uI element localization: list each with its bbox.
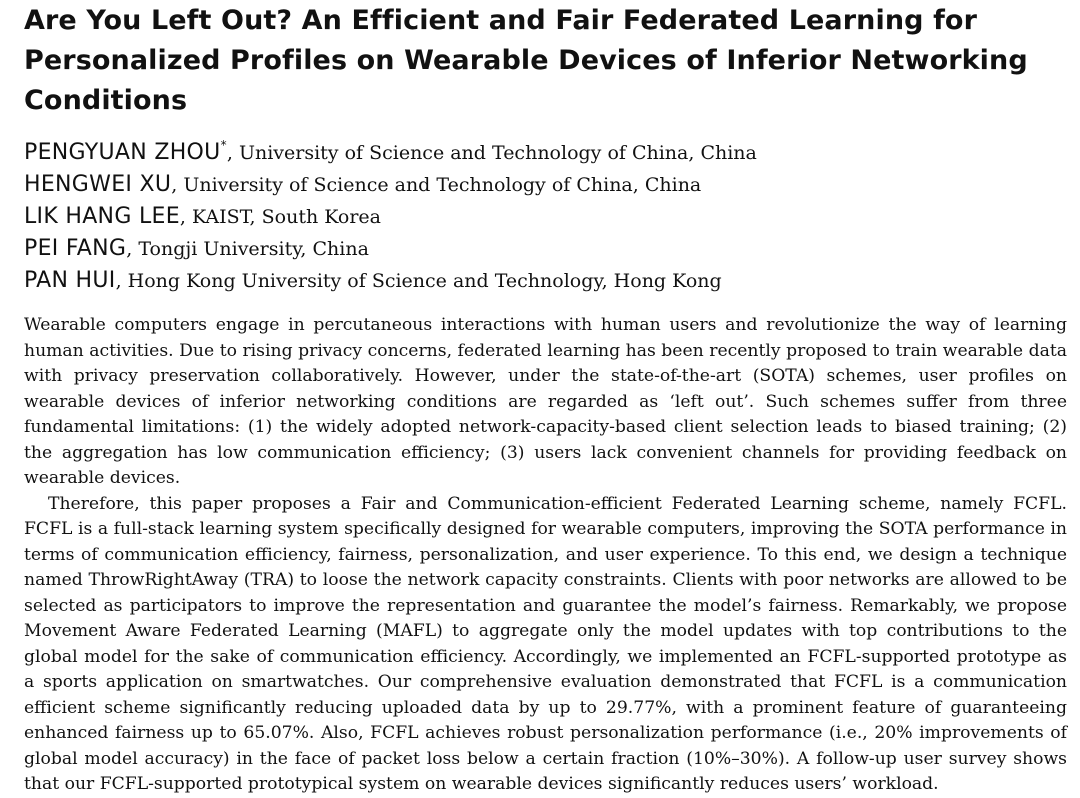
abstract-paragraph-1: Wearable computers engage in percutaneous interactions with human users and revolutionize the way of learning human activities. Due to rising privacy concerns, federated learning has been recently proposed to train wearable data with privacy preservation collaboratively. However, under the state-of-the-art (SOTA) schemes, user profiles on wearable devices of inferior networking conditions are regarded as ‘left out’. Such schemes suffer from three fundamental limitations: (1) the widely adopted network-capacity-based client selection leads to biased training; (2) the aggregation has low communication efficiency; (3) users lack convenient channels for providing feedback on wearable devices.: [24, 315, 1067, 488]
author-affiliation: , Hong Kong University of Science and Technology, Hong Kong: [115, 270, 722, 292]
abstract: [24, 313, 1067, 798]
author-affiliation: , Tongji University, China: [126, 238, 369, 260]
author-entry: [24, 137, 1067, 169]
author-list: [24, 137, 1067, 297]
paper-page: [24, 0, 1067, 798]
author-entry: [24, 265, 1067, 297]
author-affiliation: , University of Science and Technology of China, China: [171, 174, 702, 196]
author-entry: [24, 201, 1067, 233]
author-affiliation: , KAIST, South Korea: [179, 206, 382, 228]
author-entry: [24, 169, 1067, 201]
corresponding-author-mark: *: [220, 138, 227, 152]
author-name: PAN HUI: [24, 268, 116, 293]
author-affiliation: , University of Science and Technology of China, China: [226, 142, 757, 164]
author-name: PENGYUAN ZHOU*: [24, 138, 227, 165]
abstract-paragraph-2: Therefore, this paper proposes a Fair and Communication-efficient Federated Learning scheme, namely FCFL. FCFL is a full-stack learning system specifically designed for wearable computers, improving the SOTA performance in terms of communication efficiency, fairness, personalization, and user experience. To this end, we design a technique named ThrowRightAway (TRA) to loose the network capacity constraints. Clients with poor networks are allowed to be selected as participators to improve the representation and guarantee the model’s fairness. Remarkably, we propose Movement Aware Federated Learning (MAFL) to aggregate only the model updates with top contributions to the global model for the sake of communication efficiency. Accordingly, we implemented an FCFL-supported prototype as a sports application on smartwatches. Our comprehensive evaluation demonstrated that FCFL is a communication efficient scheme significantly reducing uploaded data by up to 29.77%, with a prominent feature of guaranteeing enhanced fairness up to 65.07%. Also, FCFL achieves robust personalization performance (i.e., 20% improvements of global model accuracy) in the face of packet loss below a certain fraction (10%–30%). A follow-up user survey shows that our FCFL-supported prototypical system on wearable devices significantly reduces users’ workload.: [24, 493, 1067, 794]
author-name: LIK HANG LEE: [24, 204, 180, 229]
author-name: HENGWEI XU: [24, 172, 172, 197]
author-name: PEI FANG: [24, 236, 127, 261]
paper-title: Are You Left Out? An Efficient and Fair Federated Learning for Personalized Profiles on Wearable Devices of Inferior Networking Conditions: [24, 5, 1028, 116]
author-entry: [24, 233, 1067, 265]
